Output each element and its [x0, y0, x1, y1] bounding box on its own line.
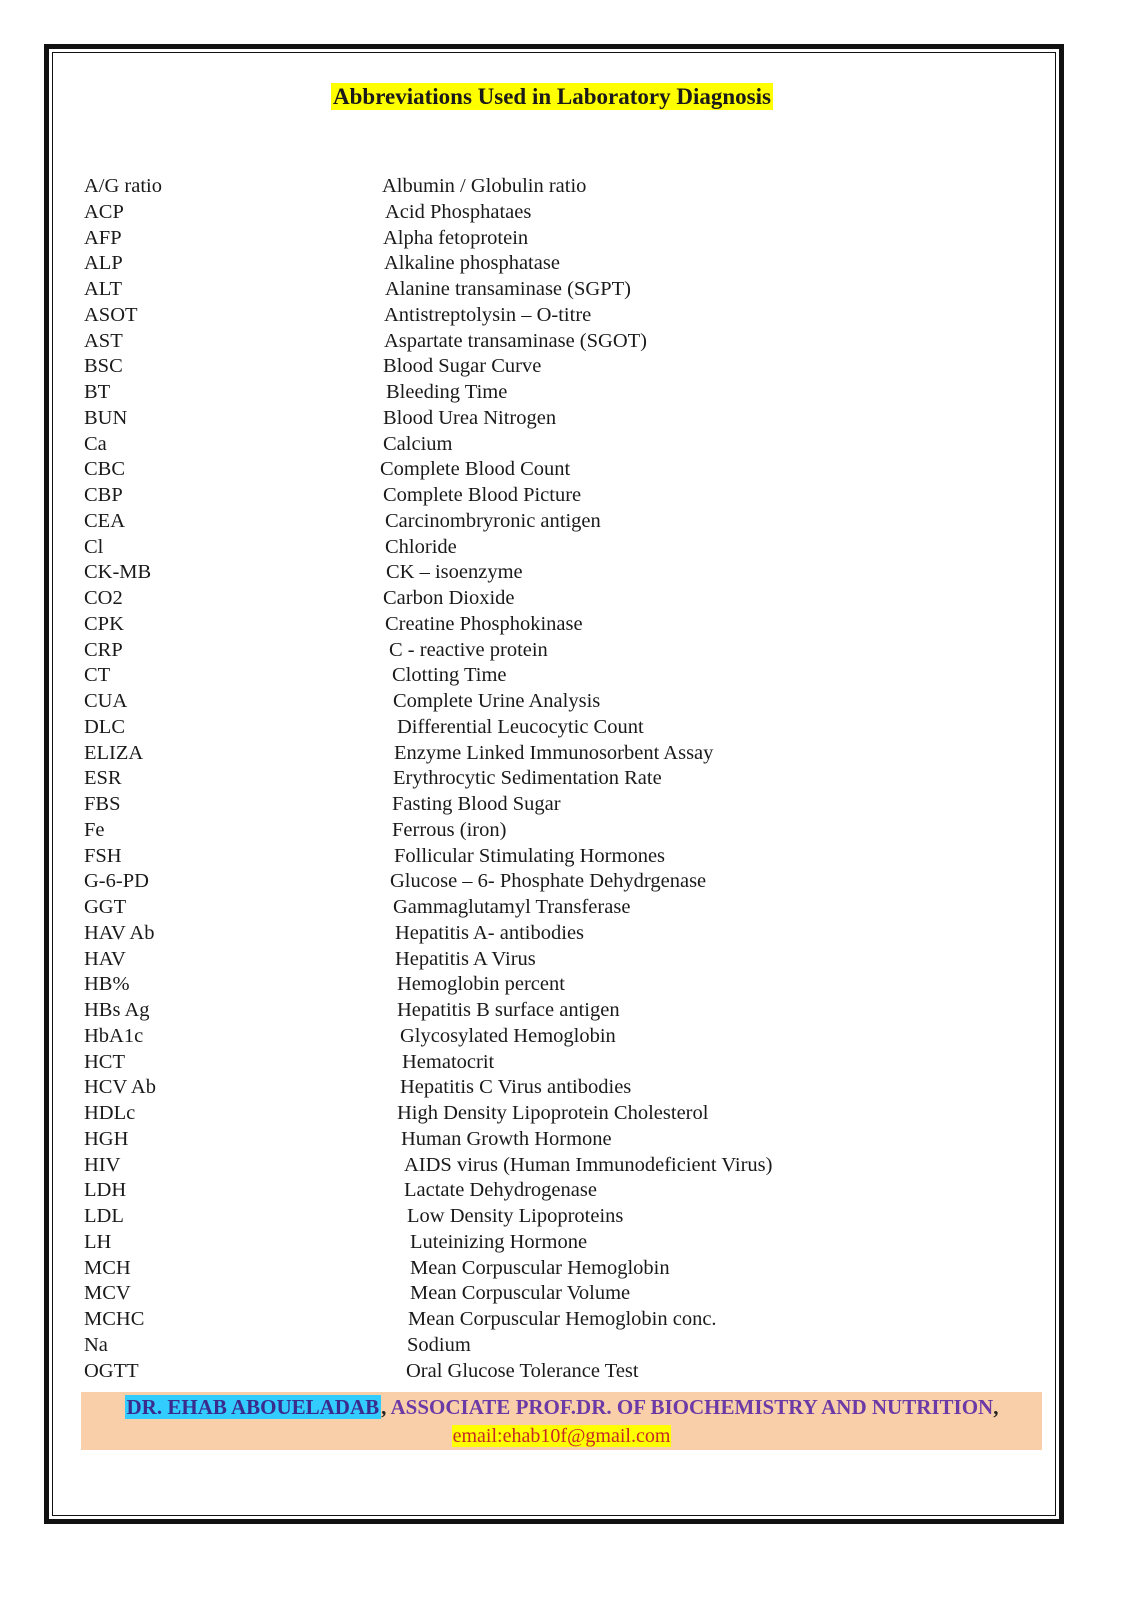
abbreviation-term: FBS [84, 793, 121, 815]
abbreviation-term: AFP [84, 226, 122, 249]
abbreviation-row [84, 509, 1024, 535]
abbreviation-term: ELIZA [84, 741, 144, 764]
abbreviation-row [84, 741, 1024, 767]
abbreviation-term: LH [84, 1230, 112, 1253]
abbreviation-term: LDH [84, 1179, 127, 1202]
abbreviation-term: MCV [84, 1282, 131, 1305]
abbreviation-definition: Mean Corpuscular Volume [410, 1282, 631, 1305]
abbreviation-definition: Ferrous (iron) [392, 818, 507, 841]
abbreviation-row [84, 1281, 1024, 1307]
abbreviation-definition: Fasting Blood Sugar [392, 793, 561, 815]
abbreviation-term: CUA [84, 690, 128, 712]
abbreviation-row [84, 1050, 1024, 1076]
abbreviation-definition: Clotting Time [392, 664, 507, 687]
abbreviation-term: Cl [84, 535, 104, 558]
abbreviation-definition: CK – isoenzyme [386, 561, 523, 584]
abbreviation-row [84, 921, 1024, 947]
abbreviation-term: HBs Ag [84, 999, 150, 1021]
abbreviation-term: HCT [84, 1050, 125, 1073]
abbreviation-definition: Aspartate transaminase (SGOT) [384, 329, 647, 352]
abbreviation-definition: Low Density Lipoproteins [407, 1205, 624, 1227]
abbreviation-term: HAV [84, 947, 126, 970]
abbreviation-row [84, 1024, 1024, 1050]
abbreviation-definition: Follicular Stimulating Hormones [394, 844, 666, 867]
abbreviation-term: HbA1c [84, 1024, 144, 1047]
abbreviation-term: AST [84, 329, 123, 352]
abbreviation-row [84, 1101, 1024, 1127]
abbreviation-term: OGTT [84, 1359, 139, 1382]
abbreviation-definition: Hemoglobin percent [397, 973, 565, 996]
abbreviation-row [84, 689, 1024, 715]
abbreviation-term: BT [84, 381, 111, 403]
abbreviation-definition: Alanine transaminase (SGPT) [385, 278, 631, 300]
abbreviation-term: CPK [84, 612, 124, 635]
abbreviation-definition: Differential Leucocytic Count [397, 715, 644, 738]
abbreviation-definition: Mean Corpuscular Hemoglobin conc. [408, 1308, 717, 1330]
abbreviation-term: HDLc [84, 1102, 136, 1124]
author-trailing-comma: , [993, 1395, 999, 1419]
abbreviation-definition: Human Growth Hormone [401, 1127, 612, 1150]
abbreviation-row [84, 869, 1024, 895]
abbreviation-definition: Acid Phosphataes [385, 200, 532, 223]
abbreviation-definition: Hematocrit [402, 1050, 495, 1073]
abbreviation-term: HCV Ab [84, 1076, 156, 1099]
abbreviation-row [84, 998, 1024, 1024]
abbreviation-definition: Enzyme Linked Immunosorbent Assay [394, 741, 714, 764]
abbreviation-term: HAV Ab [84, 921, 155, 944]
abbreviation-definition: Calcium [383, 432, 453, 455]
abbreviation-definition: Alkaline phosphatase [384, 252, 560, 275]
abbreviation-row [84, 200, 1024, 226]
abbreviation-definition: Albumin / Globulin ratio [382, 175, 587, 197]
author-name: DR. EHAB ABOUELADAB [126, 1395, 380, 1419]
abbreviation-term: A/G ratio [84, 175, 162, 197]
abbreviation-row [84, 638, 1024, 664]
page-title [0, 84, 1104, 110]
abbreviation-definition: Blood Sugar Curve [383, 355, 542, 378]
abbreviation-definition: Lactate Dehydrogenase [404, 1179, 597, 1202]
abbreviation-term: ESR [84, 767, 122, 790]
email-line [81, 1425, 1042, 1448]
abbreviation-term: BUN [84, 406, 128, 429]
abbreviation-definition: Gammaglutamyl Transferase [393, 896, 631, 918]
abbreviation-term: MCH [84, 1256, 131, 1279]
abbreviation-definition: Alpha fetoprotein [383, 226, 529, 249]
abbreviation-definition: Sodium [407, 1333, 471, 1356]
abbreviation-definition: AIDS virus (Human Immunodeficient Virus) [404, 1153, 773, 1176]
abbreviation-row [84, 483, 1024, 509]
abbreviation-term: GGT [84, 896, 127, 918]
abbreviation-term: Ca [84, 432, 107, 455]
abbreviation-definition: Carbon Dioxide [383, 587, 515, 609]
abbreviation-definition: Hepatitis B surface antigen [397, 999, 620, 1021]
abbreviation-row [84, 1075, 1024, 1101]
abbreviation-term: CO2 [84, 587, 123, 609]
abbreviation-term: CT [84, 664, 111, 687]
abbreviation-definition: High Density Lipoprotein Cholesterol [397, 1102, 709, 1124]
abbreviation-term: HB% [84, 973, 130, 996]
abbreviation-row [84, 612, 1024, 638]
abbreviation-row [84, 972, 1024, 998]
abbreviation-term: Na [84, 1333, 108, 1356]
abbreviation-row [84, 277, 1024, 303]
abbreviation-term: HIV [84, 1153, 121, 1176]
abbreviation-list [84, 174, 1024, 1384]
abbreviation-term: FSH [84, 844, 122, 867]
abbreviation-term: CBP [84, 484, 123, 506]
abbreviation-definition: Hepatitis A- antibodies [395, 921, 585, 944]
page-title-text: Abbreviations Used in Laboratory Diagnosis [333, 84, 771, 109]
abbreviation-row [84, 354, 1024, 380]
abbreviation-definition: Chloride [385, 535, 457, 558]
abbreviation-row [84, 844, 1024, 870]
abbreviation-row [84, 457, 1024, 483]
abbreviation-definition: Carcinombryronic antigen [385, 509, 601, 532]
abbreviation-term: CK-MB [84, 561, 152, 584]
abbreviation-row [84, 1127, 1024, 1153]
abbreviation-term: DLC [84, 715, 125, 738]
abbreviation-definition: Glycosylated Hemoglobin [400, 1024, 616, 1047]
author-separator: , [381, 1395, 387, 1419]
abbreviation-definition: Mean Corpuscular Hemoglobin [410, 1256, 670, 1279]
author-footer [81, 1392, 1042, 1450]
abbreviation-row [84, 174, 1024, 200]
abbreviation-term: Fe [84, 818, 105, 841]
abbreviation-term: ALP [84, 252, 123, 275]
abbreviation-row [84, 380, 1024, 406]
abbreviation-row [84, 535, 1024, 561]
abbreviation-term: ASOT [84, 303, 138, 326]
abbreviation-row [84, 663, 1024, 689]
abbreviation-definition: Blood Urea Nitrogen [383, 406, 557, 429]
abbreviation-definition: Glucose – 6- Phosphate Dehydrgenase [390, 870, 707, 893]
abbreviation-row [84, 1230, 1024, 1256]
abbreviation-definition: C - reactive protein [389, 638, 548, 661]
abbreviation-definition: Creatine Phosphokinase [385, 612, 583, 635]
abbreviation-term: CRP [84, 638, 123, 661]
abbreviation-row [84, 432, 1024, 458]
abbreviation-term: BSC [84, 355, 123, 378]
abbreviation-row [84, 1178, 1024, 1204]
abbreviation-row [84, 251, 1024, 277]
abbreviation-term: LDL [84, 1205, 124, 1227]
abbreviation-definition: Bleeding Time [386, 381, 508, 403]
abbreviation-row [84, 303, 1024, 329]
abbreviation-row [84, 560, 1024, 586]
abbreviation-term: ACP [84, 200, 124, 223]
abbreviation-row [84, 818, 1024, 844]
abbreviation-definition: Hepatitis A Virus [395, 947, 536, 970]
abbreviation-row [84, 1256, 1024, 1282]
abbreviation-row [84, 715, 1024, 741]
author-title: ASSOCIATE PROF.DR. OF BIOCHEMISTRY AND NUTRITION [386, 1395, 994, 1419]
abbreviation-definition: Oral Glucose Tolerance Test [406, 1359, 639, 1382]
abbreviation-term: HGH [84, 1127, 129, 1150]
abbreviation-row [84, 1359, 1024, 1385]
abbreviation-term: CEA [84, 509, 125, 532]
abbreviation-row [84, 766, 1024, 792]
abbreviation-row [84, 947, 1024, 973]
abbreviation-definition: Complete Blood Count [380, 458, 571, 481]
abbreviation-term: G-6-PD [84, 870, 149, 893]
author-line [81, 1395, 1042, 1420]
abbreviation-definition: Complete Urine Analysis [393, 690, 601, 712]
abbreviation-row [84, 1307, 1024, 1333]
abbreviation-definition: Erythrocytic Sedimentation Rate [393, 767, 662, 790]
abbreviation-definition: Hepatitis C Virus antibodies [400, 1076, 632, 1099]
abbreviation-definition: Luteinizing Hormone [410, 1230, 588, 1253]
author-email: email:ehab10f@gmail.com [452, 1425, 671, 1447]
abbreviation-row [84, 329, 1024, 355]
abbreviation-term: MCHC [84, 1308, 145, 1330]
abbreviation-row [84, 792, 1024, 818]
abbreviation-row [84, 226, 1024, 252]
abbreviation-row [84, 586, 1024, 612]
abbreviation-row [84, 1153, 1024, 1179]
abbreviation-term: ALT [84, 278, 122, 300]
abbreviation-row [84, 1204, 1024, 1230]
abbreviation-term: CBC [84, 458, 126, 481]
abbreviation-definition: Complete Blood Picture [383, 484, 582, 506]
abbreviation-row [84, 1333, 1024, 1359]
abbreviation-definition: Antistreptolysin – O-titre [384, 303, 592, 326]
abbreviation-row [84, 895, 1024, 921]
abbreviation-row [84, 406, 1024, 432]
